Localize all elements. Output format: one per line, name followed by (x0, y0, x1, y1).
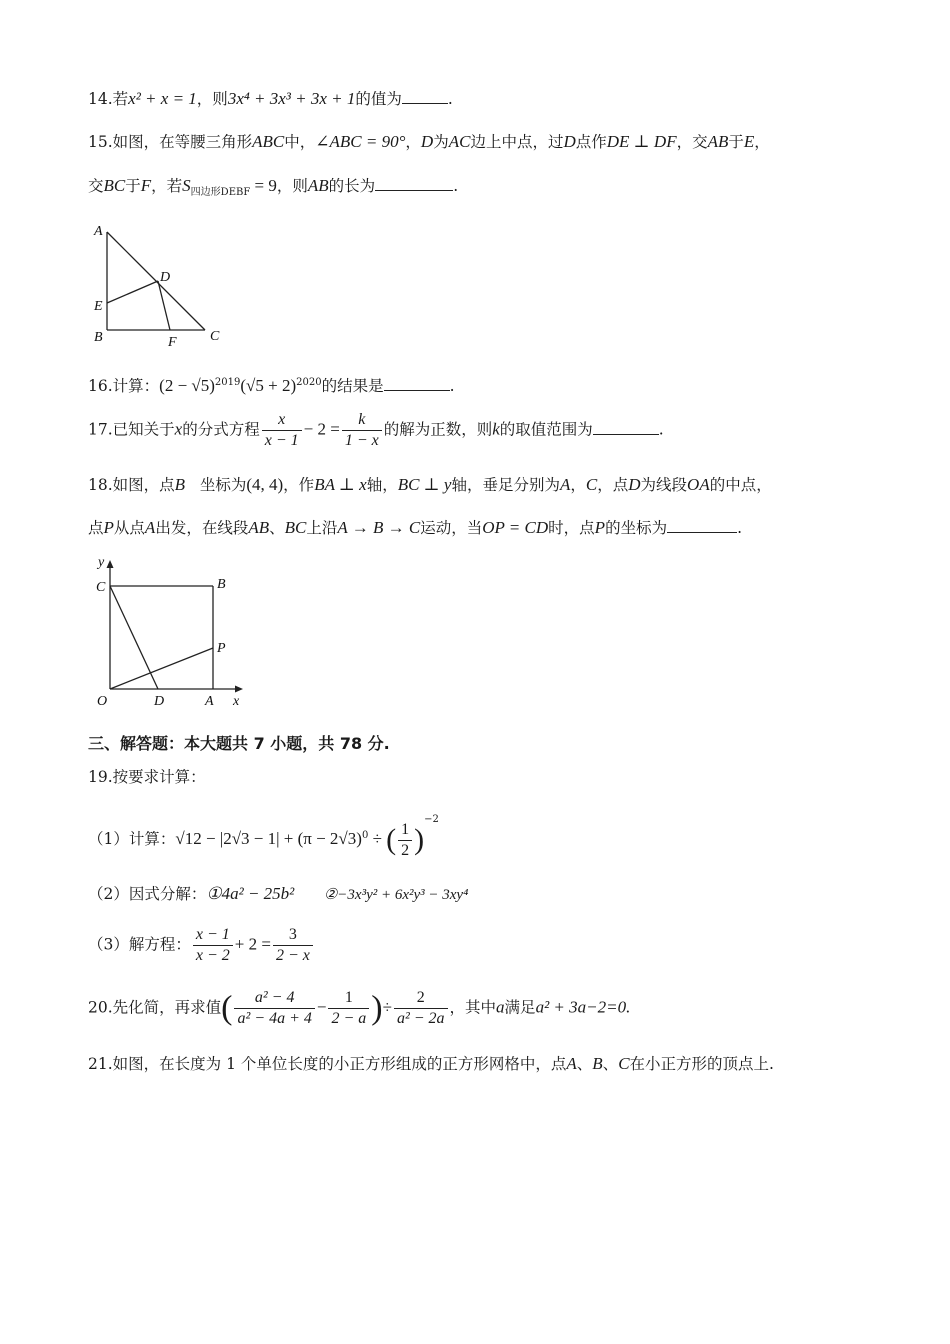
q18-x-arrow-icon (235, 686, 243, 693)
q18-label-y: y (98, 555, 105, 570)
q19-p2-a: ①4a² − 25b² (206, 884, 295, 903)
q19-p3-num2: 3 (273, 925, 313, 946)
q15-label-d: D (160, 270, 171, 285)
q17-suffix: 的取值范围为 (499, 420, 593, 439)
q18-point-a: A (559, 475, 571, 494)
q18-label-a: A (205, 694, 214, 709)
q19-right-paren: ) (414, 823, 425, 856)
q19-p3-fraction2 (273, 925, 313, 966)
q18-point-a: A (144, 518, 156, 537)
q15-triangle-figure (88, 220, 228, 350)
q17-var-k: k (492, 419, 500, 439)
q18-text: ，作 (283, 476, 315, 494)
q15-label-f: F (168, 335, 177, 350)
q20-f2-den: 2 − a (331, 1010, 367, 1027)
q15-text: 边上中点，过 (470, 133, 564, 151)
q19-left-paren: ( (386, 823, 397, 856)
q18-segment-cd (110, 586, 158, 689)
q20-var-a: a (496, 997, 505, 1017)
q15-label-a: A (94, 224, 103, 239)
q20-f1-den: a² − 4a + 4 (237, 1010, 312, 1027)
q18-text: 坐标为 (199, 476, 247, 494)
q20-f3-num: 2 (394, 988, 448, 1009)
q17-answer-blank[interactable] (593, 419, 659, 435)
q18-text: 轴，垂足分别为 (451, 476, 560, 494)
q15-area-value: = 9 (250, 176, 277, 195)
q16-prefix: 16.计算： (88, 377, 160, 396)
q18-text: 从点 (113, 519, 145, 537)
q20-divide: ÷ (382, 997, 392, 1017)
q18-label-o: O (97, 694, 108, 709)
q14-middle: ，则 (196, 90, 228, 108)
q20-left-paren: ( (221, 989, 233, 1027)
question-19-part1 (88, 809, 439, 861)
q15-segment-ab: AB (307, 176, 329, 195)
q15-text: 中， (284, 133, 316, 151)
q21-text: 、 (602, 1055, 619, 1073)
q18-y-arrow-icon (107, 560, 114, 568)
q16-exp2: 2020 (296, 377, 322, 388)
q18-segment-op (110, 648, 213, 689)
q14-condition: x² + x = 1 (128, 89, 197, 108)
q16-base1: (2 − √5) (159, 376, 215, 396)
q15-segment-ab: AB (707, 132, 729, 151)
q17-text: 的解为正数，则 (383, 420, 493, 439)
q18-point-d: D (628, 475, 641, 494)
q16-exp1: 2019 (214, 377, 241, 388)
q18-label-d: D (154, 694, 165, 709)
q18-text: ，点 (597, 476, 629, 494)
q19-p1-label: （1）计算： (88, 830, 176, 848)
q15-segment-de (107, 281, 158, 303)
q19-p1-half (398, 820, 412, 861)
q18-segment-bc: BC (284, 518, 307, 537)
q18-text: 的坐标为 (605, 519, 668, 537)
q20-text: ，其中 (449, 998, 497, 1017)
q20-text: 满足 (504, 998, 536, 1017)
q18-text: 上沿 (306, 519, 338, 537)
q16-end: . (449, 377, 455, 396)
q15-text: 的长为 (328, 177, 376, 195)
q19-half-den: 2 (401, 841, 410, 859)
q20-right-paren: ) (371, 989, 383, 1027)
q15-text: ，若 (151, 177, 183, 195)
q15-side-ac (107, 232, 205, 330)
question-19-title: 19.按要求计算： (88, 768, 206, 786)
q19-p1-exp: −2 (424, 814, 439, 825)
q15-point-f: F (140, 176, 152, 195)
q19-p3-den1: x − 2 (195, 947, 230, 964)
q18-text: 出发，在线段 (155, 519, 249, 537)
q20-f2-num: 1 (328, 988, 369, 1009)
q18-text: ， (570, 476, 586, 494)
q18-label-c: C (96, 580, 106, 595)
q18-coordinate-figure (88, 552, 253, 712)
question-20 (88, 988, 630, 1029)
q21-point-b: B (592, 1054, 603, 1073)
q20-f3-den: a² − 2a (396, 1010, 445, 1027)
q14-end: . (447, 90, 453, 108)
question-19-part3 (88, 925, 315, 966)
q19-p2-label: （2）因式分解： (88, 885, 207, 903)
q15-text: 于 (728, 133, 744, 151)
q21-text: 在小正方形的顶点上. (629, 1055, 774, 1073)
q18-text: 点 (88, 519, 104, 537)
q20-prefix: 20.先化简，再求值 (88, 998, 222, 1017)
q18-coordinate: (4, 4) (246, 475, 284, 494)
q18-point-c: C (585, 475, 598, 494)
q15-point-e: E (743, 132, 755, 151)
q15-label-b: B (94, 330, 103, 345)
question-17 (88, 410, 664, 451)
q15-text: ， (754, 133, 770, 151)
q14-prefix: 14.若 (88, 90, 129, 108)
q15-text: 15.如图，在等腰三角形 (88, 133, 253, 151)
q15-text: ， (405, 133, 421, 151)
q15-label-c: C (210, 329, 220, 344)
q15-text: 为 (433, 133, 449, 151)
q15-perpendicular: DE ⊥ DF (606, 132, 677, 151)
q15-point-d: D (420, 132, 434, 151)
q18-bc-perp: BC ⊥ y (397, 475, 452, 494)
q17-f1-num: x (262, 410, 302, 431)
question-18-line1 (88, 474, 772, 496)
q19-p2-b: ②−3x³y² + 6x²y³ − 3xy⁴ (323, 887, 469, 903)
q18-point-p: P (103, 518, 114, 537)
q19-p3-den2: 2 − x (275, 947, 310, 964)
q14-answer-blank[interactable] (402, 88, 448, 104)
q20-fraction1 (234, 988, 314, 1029)
q15-area-symbol: S (182, 176, 191, 195)
q18-text: 运动，当 (420, 519, 483, 537)
q17-fraction2 (342, 410, 382, 451)
q15-end: . (453, 177, 459, 195)
q17-f2-num: k (342, 410, 382, 431)
q21-text: 、 (576, 1055, 593, 1073)
q17-prefix: 17.已知关于 (88, 420, 175, 439)
q21-point-a: A (566, 1054, 577, 1073)
q15-triangle: ABC (252, 132, 285, 151)
q17-fraction1 (262, 410, 302, 451)
q17-text: 的分式方程 (182, 420, 260, 439)
q15-text: ，交 (676, 133, 708, 151)
q17-f2-den: 1 − x (344, 432, 379, 449)
q18-text: 18.如图，点 (88, 476, 175, 494)
q14-expression: 3x⁴ + 3x³ + 3x + 1 (227, 89, 356, 108)
q15-angle: ∠ABC = 90° (315, 132, 406, 151)
q17-end: . (658, 420, 664, 439)
q15-text: 点作 (575, 133, 607, 151)
q16-base2: (√5 + 2) (240, 376, 297, 396)
q21-text: 21.如图，在长度为 1 个单位长度的小正方形组成的正方形网格中，点 (88, 1055, 567, 1073)
q19-p1-exp0: 0 (361, 829, 369, 841)
q15-text: ，则 (276, 177, 308, 195)
question-14 (88, 88, 453, 110)
q17-f1-den: x − 1 (264, 432, 299, 449)
q18-text: 、 (269, 519, 285, 537)
question-16 (88, 372, 455, 397)
question-19-part2 (88, 883, 468, 906)
question-15-line2 (88, 175, 458, 204)
q18-end: . (737, 519, 743, 537)
q19-p1-expression: √12 − |2√3 − 1| + (π − 2√3) (175, 829, 362, 848)
q18-label-p: P (217, 641, 226, 656)
q18-path: A → B → C (337, 518, 421, 537)
q15-text: 交 (88, 177, 104, 195)
q15-segment-ac: AC (448, 132, 471, 151)
q20-minus: − (316, 997, 327, 1017)
q15-answer-blank[interactable] (375, 175, 453, 191)
q19-p3-fraction1 (193, 925, 233, 966)
q19-p3-plus: + 2 = (234, 934, 271, 954)
q15-area-subscript: 四边形DEBF (190, 187, 251, 199)
q16-answer-blank[interactable] (384, 375, 450, 391)
q18-label-x: x (233, 694, 240, 709)
q18-text: 轴， (366, 476, 398, 494)
q15-segment-bc: BC (103, 176, 126, 195)
q18-ba-perp: BA ⊥ x (314, 475, 367, 494)
q17-var-x: x (174, 419, 183, 439)
q18-answer-blank[interactable] (667, 517, 737, 533)
q20-f1-num: a² − 4 (234, 988, 314, 1009)
q18-point-p: P (594, 518, 606, 537)
q18-text: 的中点， (709, 476, 772, 494)
q20-fraction2 (328, 988, 369, 1029)
question-18-line2 (88, 517, 742, 539)
q16-suffix: 的结果是 (321, 377, 384, 396)
q18-condition: OP = CD (482, 518, 549, 537)
question-21 (88, 1053, 774, 1075)
question-15-line1 (88, 131, 770, 153)
q18-point-b: B (174, 475, 186, 494)
q21-point-c: C (618, 1054, 630, 1073)
q18-segment-oa: OA (687, 475, 710, 494)
q15-point-d: D (563, 132, 576, 151)
q19-p3-num1: x − 1 (193, 925, 233, 946)
q18-segment-ab: AB (248, 518, 270, 537)
q17-minus2: − 2 = (303, 419, 340, 439)
q19-p1-divide: ÷ (368, 829, 387, 848)
q19-p3-label: （3）解方程： (88, 935, 191, 954)
q18-text: 为线段 (640, 476, 688, 494)
section-3-heading: 三、解答题：本大题共 7 小题，共 78 分. (88, 734, 390, 753)
q18-label-b: B (217, 577, 226, 592)
q20-fraction3 (394, 988, 448, 1029)
q15-label-e: E (94, 299, 103, 314)
q15-text: 于 (125, 177, 141, 195)
q14-suffix: 的值为 (355, 90, 402, 108)
q20-condition: a² + 3a−2=0. (535, 997, 631, 1017)
q18-text: 时，点 (548, 519, 595, 537)
q19-half-num: 1 (398, 820, 412, 841)
